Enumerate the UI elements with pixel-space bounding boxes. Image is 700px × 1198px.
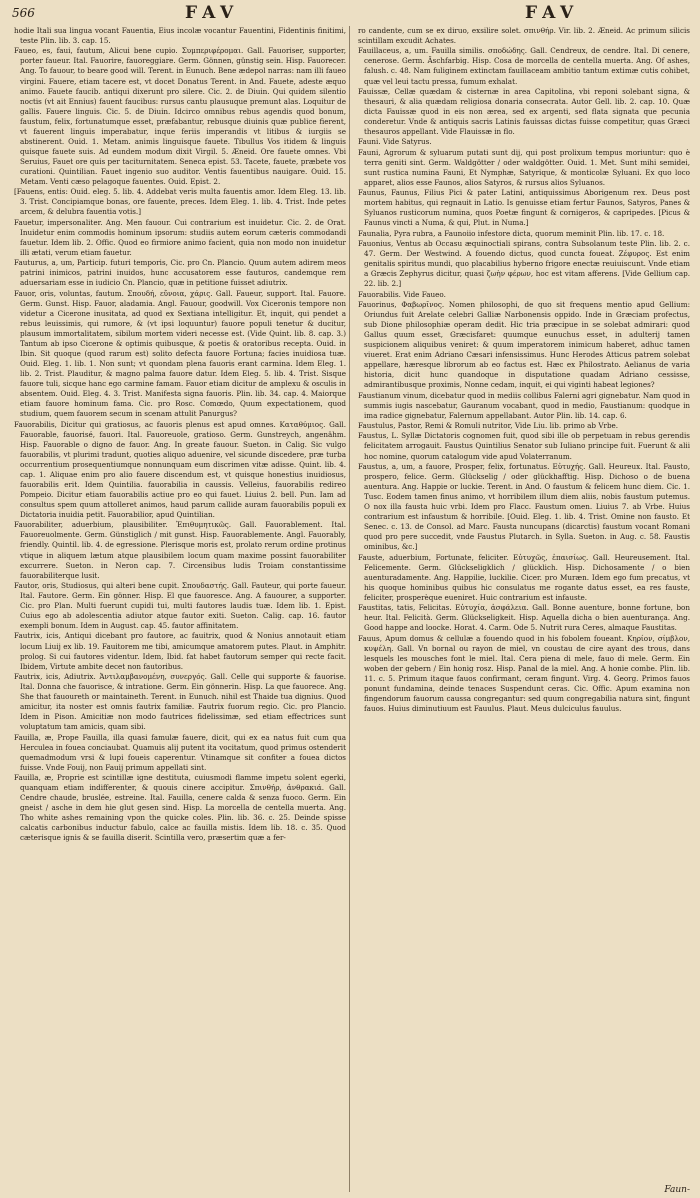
entry: Fauilla, æ, Proprie est scintillæ igne destituta, cuiusmodi flamme impetu solent egerki, quanquam etiam indifferenter, & quouis cinere accipitur. Σπινθήρ, ἀνθρακιά. Gall. Cendre chaude, bruslée, estreine. Ital. Fauilla, cenere calda & senza fuoco. Germ. Ein gneist / asche in dem hie glut gesen sind. Hisp. La morcella de centella muerta. Ang. Tho white ashes remaining vpon the quicke coles. Plin. lib. 36. c. 25. Deinde spisse calcatis carbonibus inductur fabulo, calce ac fauilla mistis. Idem lib. 18. c. 35. Quod cæterisque ignis & se fauilla diserit. Scintilla vero, præsertim quæ a fer- — [14, 773, 346, 843]
entry: Fauturus, a, um, Particip. futuri temporis, Cic. pro Cn. Plancio. Quum autem adirem meos patrini inimicos, patrini inuidos, hunc accusatorem esse fauturos, candemque rem aduersariam esse in iudicio Cn. Plancio, quæ in petitione fuisset adiutrix. — [14, 258, 346, 288]
entry: hodie Itali sua lingua vocant Fauentia, Eius incolæ vocantur Fauentini, Fidentinis finitimi, teste Plin. lib. 3. cap. 15. — [14, 26, 346, 46]
entry: Fauni. Vide Satyrus. — [358, 137, 432, 147]
entry: Fautor, oris, Studiosus, qui alteri bene cupit. Σπουδαστής. Gall. Fauteur, qui porte faueur. Ital. Fautore. Germ. Ein gönner. Hisp. El que fauoresce. Ang. A fauourer, a supporter. Cic. pro Plan. Multi fuerunt cupidi tui, multi fautores laudis tuæ. Idem lib. 1. Epist. Cuius ego ab adolescentia adiutor atque fautor exiti. Sueton. Calig. cap. 16. fautor exempli bonum. Idem in August. cap. 45. fautor affinitatem. — [14, 580, 346, 631]
entry: Faunalia, Pyra rubra, a Faunoiio infestore dicta, quorum meminit Plin. lib. 17. c. 18. — [358, 228, 665, 238]
entry: Fauorabiliter, aduerbium, plausibiliter. Ἐπιθυμητικῶς. Gall. Fauorablement. Ital. Fauoreuolmente. Germ. Günstiglich / mit gunst. Hisp. Fauorablemente. Angl. Fauorably, friendly. Quintil. lib. 4. de egressione. Plerisque moris est, prolato rerum ordine protinus vtique in aliquem lætum atque plausibilem locum quam maxime possint fauorabiliter excurrere. Sueton. in Neron cap. 7. Circensibus ludis Troiam constantissime fauorabiliterque lusit. — [14, 520, 346, 580]
entry: Fauetur, impersonaliter. Ang. Men fauour. Cui contrarium est inuidetur. Cic. 2. de Orat. Inuidetur enim commodis hominum ipsorum: studiis autem eorum cæteris commodandi fauetur. Idem lib. 2. Offic. Quod eo firmiore animo facient, quia non modo non inuidetur illi ætati, verum etiam fauetur. — [14, 217, 346, 257]
entry: Fauste, aduerbium, Fortunate, feliciter. Εὐτυχῶς, ἐπαισίως. Gall. Heureusement. Ital. Felicemente. Germ. Glückseligklich / glücklich. Hisp. Dichosamente / o bien auenturadamente. Ang. Happilie, luckilie. Cicer. pro Muræn. Idem ego fum precatus, vt his quoque hominibus quibus hic consulatus me rogante datus esset, ea res fauste, feliciter, prosperèque eueniret. Huic contrarium est infauste. — [358, 552, 690, 602]
entry: Faustus, L. Syllæ Dictatoris cognomen fuit, quod sibi ille ob perpetuam in rebus gerendis felicitatem arrogauit. Faustus Quintilius Senator sub Iuliano principe fuit. Fuerunt & alii hoc nomine, quorum catalogum vide apud Volaterranum. — [358, 431, 690, 461]
entry: [Fauens, entis: Ouid. eleg. 5. lib. 4. Addebat veris multa fauentis amor. Idem Eleg. 13. lib. 3. Trist. Concipiamque bonas, ore fauente, preces. Idem Eleg. 1. lib. 4. Trist. Inde petes arcem, & delubra fauentia votis.] — [14, 187, 346, 217]
headword-left: FAV — [185, 3, 240, 23]
entry: Faustus, a, um, a fauore, Prosper, felix, fortunatus. Εὐτυχής. Gall. Heureux. Ital. Fausto, prospero, felice. Germ. Glückselig / oder glückhafftig. Hisp. Dichoso o de buena auentura. Ang. Happie or luckie. Terent. in And. O faustum & felicem hunc diem. Cic. 1. Tusc. Eodem tamen finus animo, vt horribilem illum diem aliis, nobis faustum putemus. O nox illa fausta huic vrbi. Idem pro Flacc. Faustum omen. Liuius 7. ab Vrbe. Huius contrarium est infaustum & horribile. [Ouid. Eleg. 1. lib. 4. Trist. Omine non fausto. Et Senec. c. 13. de Consol. ad Marc. Fausta nuncupans (dicarctis) faustum vocant Romani quod pro pere succedit, vnde Faustus Plutarch. in Sylla. Sueton. in Aug. c. 58. Faustis ominibus, &c.] — [358, 461, 690, 552]
entry: Fauni, Agrorum & syluarum putati sunt dij, qui post prolixum tempus moriuntur: quo è terra geniti sint. Germ. Waldgötter / oder waldgötter. Ouid. 1. Met. Sunt mihi semidei, sunt rustica numina Fauni, Et Nymphæ, Satyrique, & monticolæ Syluani. Ex quo loco apparet, alios esse Faunos, alios Satyros, & rursus alios Syluanos. — [358, 147, 690, 187]
entry: Fautrix, icis, Antiqui dicebant pro fautore, ac fauitrix, quod & Nonius annotauit etiam locum Liuij ex lib. 19. Fauitorem me tibi, amicumque amatorem putes. Plaut. in Amphitr. prolog. Si cui fautores videntur. Idem, Ibid. fat habet fautorum semper qui recte facit. Ibidem, Virtute ambite decet non fautoribus. — [14, 631, 346, 671]
entry: Faueo, es, faui, fautum, Alicui bene cupio. Συμπεριφέρομαι. Gall. Fauoriser, supporter, porter faueur. Ital. Fauorire, fauoreggiare. Germ. Gönnen, günstig sein. Hisp. Fauorecer. Ang. To fauour, to beare good will. Terent. in Eunuch. Bene ædepol narras: nam illi faueo virgini. Fauere, etiam tacere est, vt docet Donatus Terent. in And. Fauete, adeste æquo animo. Fauete faucib. antiqui dixerunt pro silere. Cic. 2. de Diuin. Qui quidem silentio noctis (vt ait Ennius) fauent faucibus: rursus cantu plausuque premunt alas. Loquitur de gallis. Fauere linguis. Cic. 5. de Diuin. Idcirco omnibus rebus agendis quod bonum, faustum, felix, fortunatumque esset, præfabantur, rebusque diuinis quæ publice fierent, vt fauerent linguis imperabatur, inque feriis imperandis vt litibus & iurgiis se abstinerent. Ouid. 1. Metam. animis linguisque fauete. Tibullus Vos itidem & linguis quisque fauete suis. Ad eundem modum dixit Virgil. 5. Æneid. Ore fauete omnes. Vbi Seruius, Fauet ore quis per taciturnitatem. Seneca epist. 53. Tacete, fauete, præbete vos curationi. Quintilian. Fauet ingenio suo auditor. Ventis fauentibus nauigare. Ouid. 15. Metam. Venti cæso pelagoque fauentes. Ouid. Epist. 2. — [14, 46, 346, 186]
entry: Faustulus, Pastor, Remi & Romuli nutritor, Vide Liu. lib. primo ab Vrbe. — [358, 421, 619, 431]
entry: Fauorabilis. Vide Faueo. — [358, 289, 446, 299]
entry: Fauilla, æ, Prope Fauilla, illa quasi famulæ fauere, dicit, qui ex ea natus fuit cum qua Herculea in fouea conciaubat. Quamuis alij putent ita vocitatum, quod primus ostenderit quemadmodum vrsi & lupi foueis caperentur. Vtinamque sit confiter a fouea dictos fuisse. Vnde Fouij, non Fauij primum appellati sint. — [14, 732, 346, 772]
entry: Fauus, Apum domus & cellulæ a fouendo quod in his fobolem foueant. Κηρίον, σίμβλον, κυψέλη. Gall. Vn bornal ou rayon de miel, vn coustau de cire ayant des trous, dans lesquels les mousches font le miel. Ital. Cera piena di mele, fauo di mele. Germ. Ein woben der gebern / Ein honig rosz. Hisp. Panal de la miel. Ang. A honie combe. Plin. lib. 11. c. 5. Primum itaque fauos confirmant, ceram fingunt. Virg. 4. Georg. Primos fauos ponunt fundamina, deinde tenaces Suspendunt ceras. Cic. Offic. Apum examina non fingendorum fauorum caussa congregantur: sed quum congregabilia natura sint, fingunt fauos. Huius diminutiuum est Fauulus. Plaut. Meus dulciculus fauulus. — [358, 633, 690, 713]
entry: Fauor, oris, voluntas, fautum. Σπουδή, εὔνοια, χάρις. Gall. Faueur, support. Ital. Fauore. Germ. Gunst. Hisp. Fauor, aladamia. Angl. Fauour, goodwill. Vox Ciceronis tempore non videtur a Cicerone inusitata, ad quod ex Sextiana intelligitur. Et, inquit, qui pendet a rebus leuissimis, qui rumore, & (vt ipsi loquuntur) fauore populi tenetur & ducitur, plausum immortalitatem, sibilum mortem videri necesse est. (Vide Quint. lib. 8. cap. 3.) Tantum ab ipso Cicerone & optimis quibusque, & poetis & oratoribus recepta. Ouid. in Ibin. Sit quoque (quod rarum est) solito defecta fauore Fortuna; facies inuidiosa tuæ. Ouid. Eleg. 1. lib. 1. Non sunt; vt quondam plena fauoris erant carmina. Idem Eleg. 1. lib. 2. Trist. Plauditur, & magno palma fauore datur. Idem Eleg. 5. lib. 4. Trist. Sisque fauore tuli, sicque hanc ego carmine famam. Fauor etiam dicitur de amplexu & osculis in absentem. Ouid. Eleg. 4. 3. Trist. Manifesta signa fauoris. Plin. lib. 34. cap. 4. Maiorque etiam fauore hominum fama. Cic. pro Rosc. Comœdo, Quum expectationem, quod studium, quem fauorem secum in scenam attulit Panurgus? — [14, 288, 346, 419]
entry: Fauonius, Ventus ab Occasu æquinoctiali spirans, contra Subsolanum teste Plin. lib. 2. c. 47. Germ. Der Westwind. A fouendo dictus, quod cuncta foueat. Ζέφυρος. Est enim genitalis spiritus mundi, quo placabilius hyberno frigore enectæ reuiuiscunt. Vnde etiam a Græcis Zephyrus dicitur, quasi ζωὴν φέρων, hoc est vitam afferens. [Vide Gellium cap. 22. lib. 2.] — [358, 239, 690, 289]
entry: Faustitas, tatis, Felicitas. Εὐτυχία, ἀσφάλεια. Gall. Bonne auenture, bonne fortune, bon heur. Ital. Felicità. Germ. Glückseligkeit. Hisp. Aquella dicha o bien auenturança. Ang. Good happe and loocke. Horat. 4. Carm. Ode 5. Nutrit rura Ceres, almaque Faustitas. — [358, 603, 690, 633]
entry: Fauorinus, Φαβωρῖνος. Nomen philosophi, de quo sit frequens mentio apud Gellium: Oriundus fuit Arelate celebri Galliæ Narbonensis oppido. Inde in Græciam profectus, sub Dione philosophiæ operam dedit. Hic tria præcipue in se solebat admirari: quod Gallus quum esset, Græcisfaret: quumque eunuchus esset, in adulterij tamen suspicionem aliquibus veniret: & quum imperatorem inimicum haberet, adhuc tamen viueret. Erat enim Adriano Cæsari infensissimus. Hunc Herodes Atticus patrem solebat appellare, hæresque librorum ab eo factus est. Hæc ex Philostrato. Aelianus de varia historia, dicit hunc quandoque in disputatione quadam Adriano cessisse, admirantibusque proximis, Nonne cedam, inquit, ei qui viginti habeat legiones? — [358, 299, 690, 390]
entry: Fauissæ, Cellæ quædam & cisternæ in area Capitolina, vbi reponi solebant signa, & thesauri, & alia quædam religiosa donaria consecrata. Autor Gell. lib. 2. cap. 10. Quæ dicta Fauissæ quod in eis non ærea, sed ex argenti, sed flata signata que pecunia conderetur. Vnde & antiquis sacris Latinis fauissas dictas fuisse competitur, quas Græci thesauros appellant. Vide Flauissæ in flo. — [358, 86, 690, 137]
column-divider — [349, 26, 350, 1192]
entry: Fauillaceus, a, um. Fauilla similis. σποδώδης. Gall. Cendreux, de cendre. Ital. Di cenere, cenerose. Germ. Äschfarbig. Hisp. Cosa de morcella de centella muerta. Ang. Of ashes, falush. c. 48. Nam fuliginem extinctam fauillaceam ambitio tantum extimæ cutis cohibet, quæ vel leui tactu pressa, fumum exhalat. — [358, 46, 690, 86]
right-column — [358, 26, 690, 1194]
left-column — [14, 26, 346, 1194]
entry: ro candente, cum se ex diruo, exsilire solet. σπινθήρ. Vir. lib. 2. Æneid. Ac primum silicis scintillam excudit Achates. — [358, 26, 690, 46]
entry: Faunus, Faunus, Filius Pici & pater Latini, antiquissimus Aborigenum rex. Deus post mortem habitus, qui regnauit in Latio. Is genuisse etiam fertur Faunos, Satyros, Panes & Syluanos rusticorum numina, quos Poetæ fingunt & cornigeros, & capripedes. [Picus & Faunus vincti a Numa, & qui, Plut. in Numa.] — [358, 188, 690, 228]
page-number: 566 — [12, 6, 35, 20]
running-header — [0, 3, 700, 25]
entry: Fauorabilis, Dicitur qui gratiosus, ac fauoris plenus est apud omnes. Καταθύμιος. Gall. Fauorable, fauorisé, fauori. Ital. Fauoreuole, gratioso. Germ. Gunstreych, angenähm. Hisp. Fauorable o digno de fauor. Ang. In greate fauour. Sueton. in Calig. Sic vulgo fauorabilis, vt plurimi tradunt, quoties aliquo aduenire, vel sicunde discedere, præ turba occurrentium prosequentiumque nonnunquam eum discrimen vitæ adisse. Quint. lib. 4. cap. 1. Aliquae enim pro alio fauere discendum est, vt quisque honestius inuidiosus, fauorabilis erit. Idem Quintilia. fauorabilia in caussis. Velleius, fauorabilis redireo Pompeio. Dicitur etiam fauorabilis actiue pro eo qui fauet. Liuius 2. bell. Pun. Iam ad consultus spem quum attolleret animos, haud parum callide auram fauorabilis populi ex Dictatoria inuidia petit. Fauorabilior, apud Quintilian. — [14, 419, 346, 520]
entry: Fautrix, icis, Adiutrix. Ἀντιλαμβανομένη, συνεργός. Gall. Celle qui supporte & fauorise. Ital. Donna che fauorisce, & intratione. Germ. Ein gönnerin. Hisp. La que fauorece. Ang. She that fauoureth or maintaineth. Terent. in Eunuch. nihil est Thaide tua dignius. Quod amicitur, ita noster est omnis fautrix familiæ. Fautrix fuorum regio. Cic. pro Plancio. Idem in Pison. Amicitiæ non modo fautrices fidelissimæ, sed etiam effectrices sunt voluptatum tam amicis, quam sibi. — [14, 671, 346, 732]
entry: Faustianum vinum, dicebatur quod in mediis collibus Falerni agri gignebatur. Nam quod in summis iugis nascebatur, Gauranum vocabant, quod in medio, Faustianum: quodque in ima radice gignebatur, Falernum appellabant. Autor Plin. lib. 14. cap. 6. — [358, 390, 690, 420]
headword-right: FAV — [525, 3, 580, 23]
catchword: Faun- — [664, 1185, 690, 1195]
